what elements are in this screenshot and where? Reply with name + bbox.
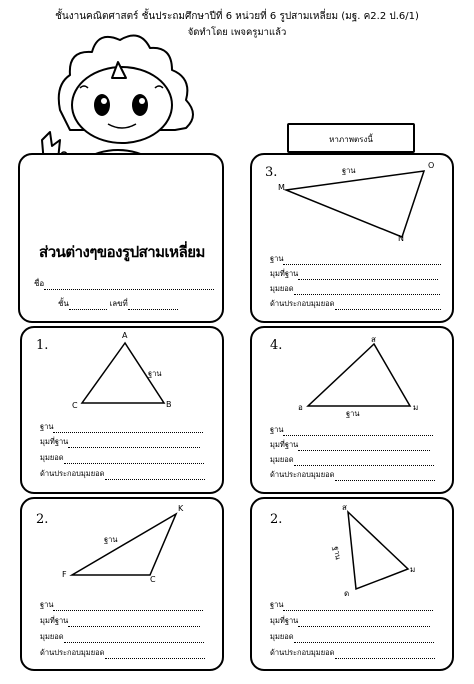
vertex-label: F	[62, 570, 67, 579]
vertex-label: C	[72, 401, 78, 410]
number-label: เลขที่	[109, 299, 128, 308]
class-blank[interactable]	[69, 303, 107, 310]
base-label: ฐาน	[342, 166, 356, 175]
number-blank[interactable]	[128, 303, 178, 310]
base-label: ฐาน	[104, 535, 118, 544]
worksheet-author: จัดทำโดย เพจครูมาแล้ว	[187, 27, 287, 38]
worksheet-header: ชั้นงานคณิตศาสตร์ ชั้นประถมศึกษาปีที่ 6 หน่วยที่ 6 รูปสามเหลี่ยม (มฐ. ค2.2 ป.6/1)	[55, 11, 419, 22]
field-base: ฐาน	[270, 599, 433, 611]
vertex-label: N	[398, 234, 404, 243]
vertex-label: C	[150, 575, 156, 584]
title-card	[18, 153, 224, 323]
vertex-label: ม	[410, 565, 416, 574]
name-label: ชื่อ	[34, 279, 45, 288]
exercise-number: 4.	[270, 338, 283, 353]
vertex-label: A	[122, 331, 128, 340]
exercise-number: 2.	[270, 512, 283, 527]
field-base-angle: มุมที่ฐาน	[40, 436, 200, 448]
worksheet-title: ส่วนต่างๆของรูปสามเหลี่ยม	[39, 243, 205, 261]
exercise-card-1	[20, 326, 224, 494]
vertex-label: ส	[371, 335, 376, 344]
name-blank[interactable]	[44, 283, 214, 290]
field-base: ฐาน	[270, 253, 441, 265]
vertex-label: K	[178, 504, 184, 513]
field-base-angle: มุมที่ฐาน	[40, 615, 200, 627]
exercise-number: 3.	[265, 165, 278, 180]
tab-label: หาภาพตรงนี้	[329, 135, 373, 144]
field-base: ฐาน	[40, 599, 203, 611]
exercise-card-5	[250, 497, 454, 671]
field-apex-sides: ด้านประกอบมุมยอด	[270, 647, 435, 659]
vertex-label: M	[278, 183, 285, 192]
exercise-card-3	[250, 153, 454, 323]
exercise-card-4	[250, 326, 454, 494]
vertex-label: O	[428, 161, 435, 170]
base-label: ฐาน	[331, 545, 343, 561]
field-base-angle: มุมที่ฐาน	[270, 615, 430, 627]
field-base-angle: มุมที่ฐาน	[270, 439, 430, 451]
base-label: ฐาน	[346, 409, 360, 418]
field-apex-angle: มุมยอด	[40, 631, 204, 643]
field-apex-sides: ด้านประกอบมุมยอด	[40, 647, 205, 659]
field-apex-angle: มุมยอด	[270, 454, 434, 466]
field-apex-sides: ด้านประกอบมุมยอด	[270, 469, 435, 481]
vertex-label: B	[166, 400, 172, 409]
name-row	[34, 277, 214, 290]
field-apex-sides: ด้านประกอบมุมยอด	[270, 298, 441, 310]
base-label: ฐาน	[148, 369, 162, 378]
class-label: ชั้น	[58, 299, 69, 308]
field-apex-sides: ด้านประกอบมุมยอด	[40, 468, 205, 480]
class-row	[58, 297, 178, 310]
vertex-label: ด	[344, 589, 350, 598]
field-apex-angle: มุมยอด	[270, 631, 434, 643]
vertex-label: ส	[342, 503, 347, 512]
cut-here-tab	[287, 123, 415, 153]
field-base-angle: มุมที่ฐาน	[270, 268, 438, 280]
field-base: ฐาน	[40, 421, 203, 433]
field-base: ฐาน	[270, 424, 433, 436]
vertex-label: ม	[413, 403, 419, 412]
exercise-number: 1.	[36, 338, 49, 353]
field-apex-angle: มุมยอด	[40, 452, 204, 464]
exercise-card-2	[20, 497, 224, 671]
field-apex-angle: มุมยอด	[270, 283, 440, 295]
vertex-label: อ	[298, 403, 303, 412]
exercise-number: 2.	[36, 512, 49, 527]
